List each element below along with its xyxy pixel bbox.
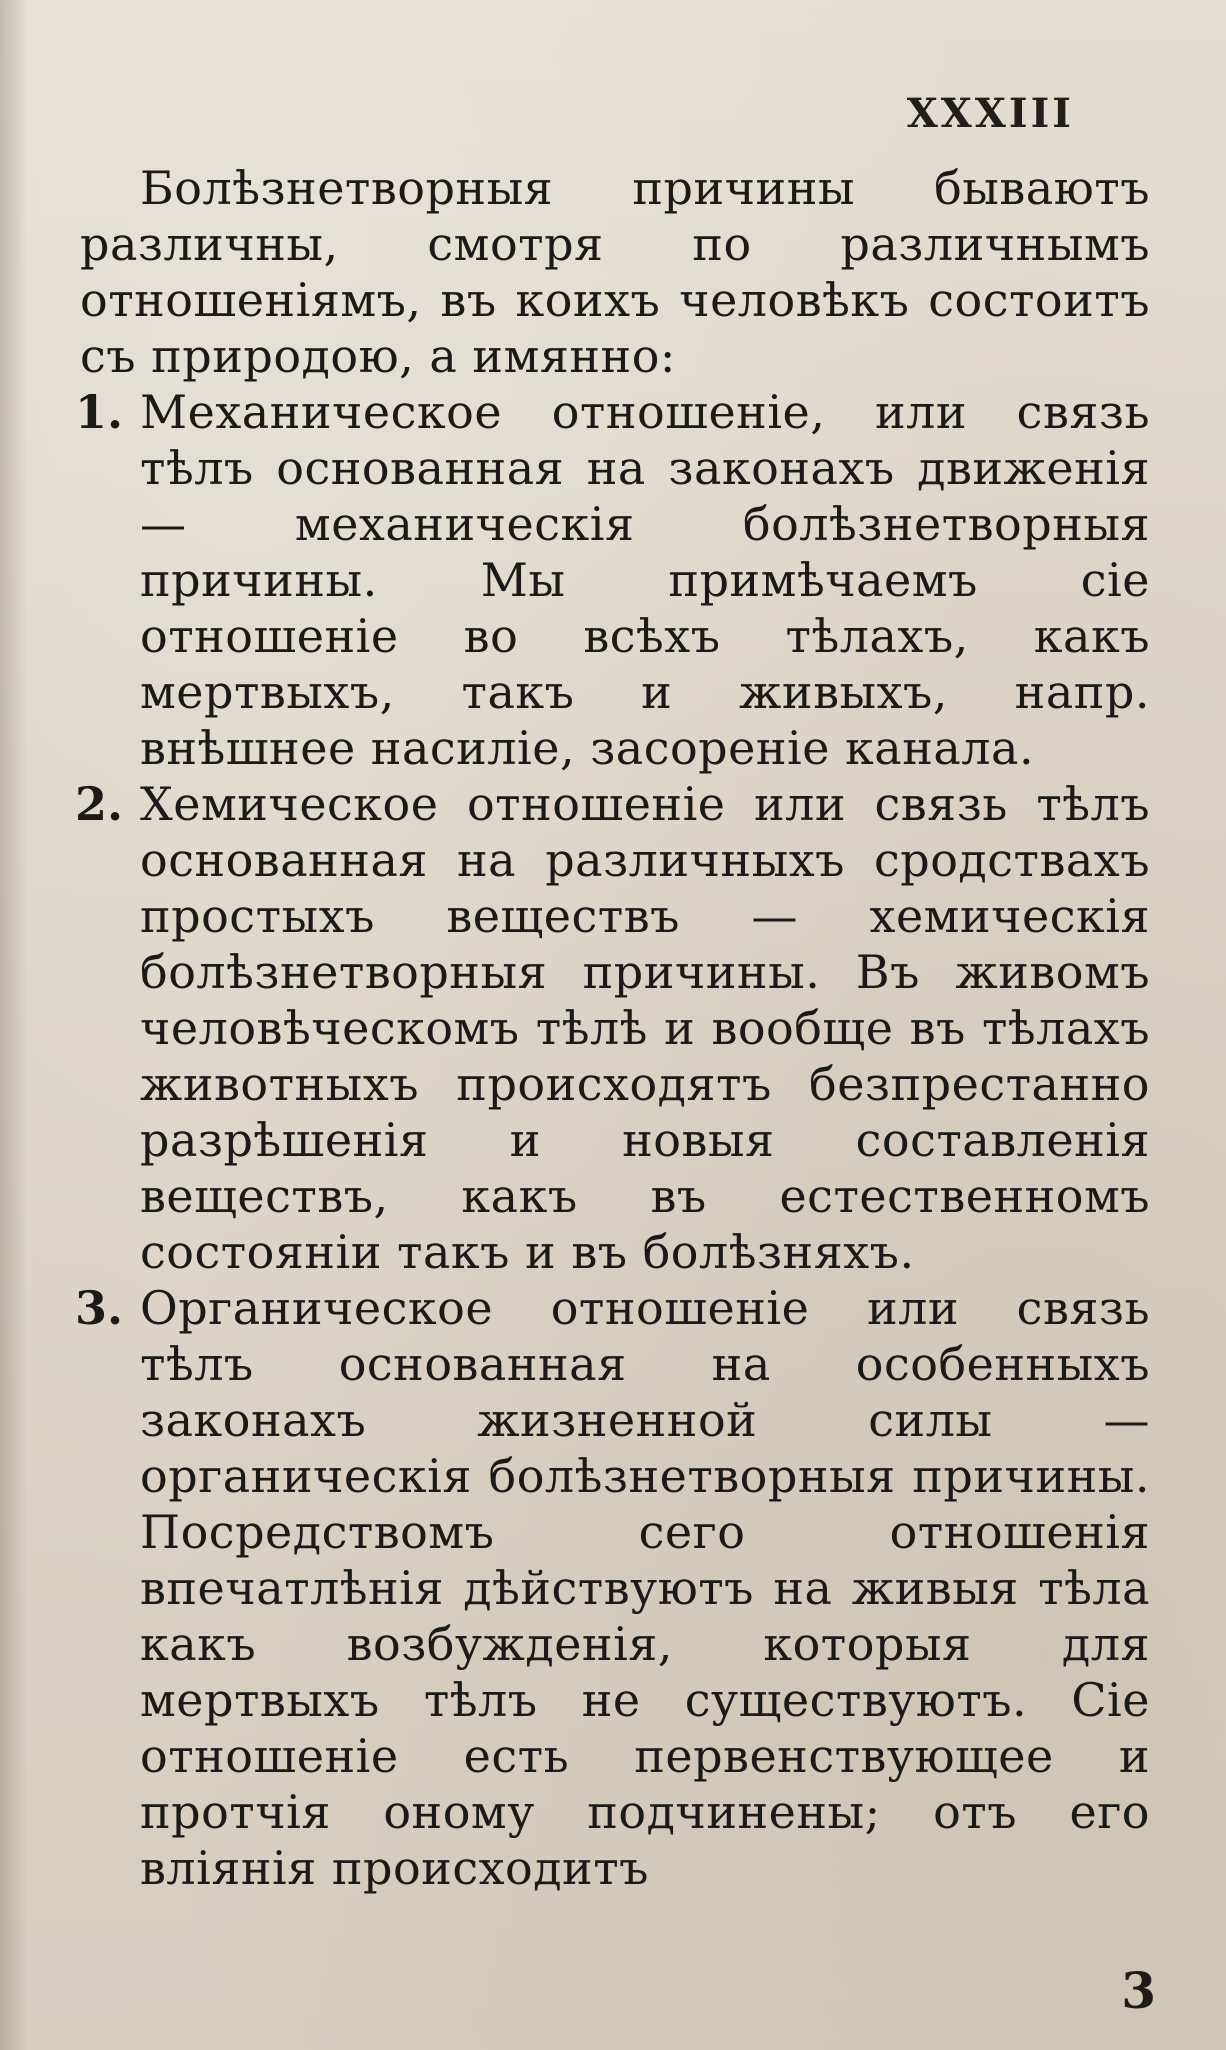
list-item-number: 3. [75,1281,124,1335]
page-header-roman-numeral: XXXIII [906,90,1074,137]
page-text [75,160,1150,1896]
list-item-text: Механическое отношенiе, или связь тѣлъ основанная на законахъ движенiя — механическiя болѣзнетворныя причины. Мы примѣчаемъ сiе отношенiе во всѣхъ тѣлахъ, какъ мертвыхъ, такъ и живыхъ, напр. внѣшнее насилiе, засоренiе канала. [140,385,1150,775]
list-item [75,1280,1150,1896]
list-item [75,776,1150,1280]
intro-paragraph: Болѣзнетворныя причины бываютъ различны, смотря по различнымъ отношенiямъ, въ коихъ человѣкъ состоитъ съ природою, а имянно: [80,161,1150,383]
printer-signature-mark: 3 [1121,1961,1156,2020]
list-item-number: 2. [75,777,124,831]
list-item-text: Органическое отношенiе или связь тѣлъ основанная на особенныхъ законахъ жизненной силы — органическiя болѣзнетворныя причины. Посредствомъ сего отношенiя впечатлѣнiя дѣйствуютъ на живыя тѣла какъ возбужденiя, которыя для мертвыхъ тѣлъ не существуютъ. Сiе отношенiе есть первенствующее и протчiя оному подчинены; отъ его влiянiя происходитъ [140,1281,1150,1895]
list-item-number: 1. [75,385,124,439]
list-item-text: Хемическое отношенiе или связь тѣлъ основанная на различныхъ сродствахъ простыхъ веществъ — хемическiя болѣзнетворныя причины. Въ живомъ человѣческомъ тѣлѣ и вообще въ тѣлахъ животныхъ происходятъ безпрестанно разрѣшенiя и новыя составленiя веществъ, какъ въ естественномъ состоянiи такъ и въ болѣзняхъ. [140,777,1150,1279]
list-item [75,384,1150,776]
